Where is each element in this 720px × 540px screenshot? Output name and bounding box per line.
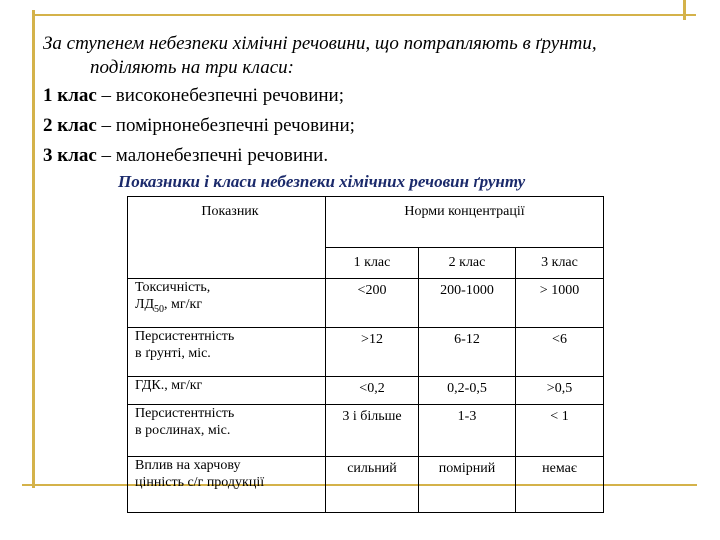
class-2-desc: – помірнонебезпечні речовини;: [96, 115, 355, 136]
row-name-line2-suffix: , мг/кг: [164, 297, 203, 312]
cell-value: <0,2: [326, 377, 419, 405]
row-name-line2: цінність с/г продукції: [135, 475, 265, 490]
cell-value: 200-1000: [419, 279, 516, 328]
table-row: [128, 405, 604, 457]
row-name-line1: Персистентність: [135, 329, 235, 344]
header-indicator: Показник: [128, 197, 326, 279]
cell-value: 6-12: [419, 328, 516, 377]
class-1-desc: – високонебезпечні речовини;: [96, 85, 344, 106]
class-2-line: [43, 115, 355, 137]
frame-vertical-line: [32, 10, 35, 488]
table-row: [128, 328, 604, 377]
intro-line-2: поділяють на три класи:: [90, 57, 294, 78]
cell-value: >0,5: [516, 377, 604, 405]
row-name-line2-prefix: ЛД: [135, 297, 155, 312]
row-name-line1: Персистентність: [135, 406, 235, 421]
cell-value: помірний: [419, 457, 516, 513]
cell-value: <200: [326, 279, 419, 328]
table-row: [128, 457, 604, 513]
cell-value: < 1: [516, 405, 604, 457]
class-2-label: 2 клас: [43, 115, 97, 136]
class-3-desc: – малонебезпечні речовини.: [96, 145, 329, 166]
row-name-line2: в рослинах, міс.: [135, 423, 231, 438]
row-name: [128, 457, 326, 513]
row-name: [128, 279, 326, 328]
frame-corner-line: [683, 0, 686, 20]
table-row: [128, 279, 604, 328]
class-1-label: 1 клас: [43, 85, 97, 106]
row-name-line2: в ґрунті, міс.: [135, 346, 211, 361]
cell-value: 0,2-0,5: [419, 377, 516, 405]
table-caption: Показники і класи небезпеки хімічних речовин ґрунту: [118, 172, 526, 191]
row-name-line1: Токсичність,: [135, 280, 211, 295]
row-name-line2-sub: 50: [154, 303, 165, 315]
cell-value: сильний: [326, 457, 419, 513]
intro-line-1: За ступенем небезпеки хімічні речовини, що потрапляють в ґрунти,: [43, 33, 597, 54]
row-name: [128, 328, 326, 377]
cell-value: 3 і більше: [326, 405, 419, 457]
table-row: [128, 377, 604, 405]
row-name-line1: Вплив на харчову: [135, 458, 241, 473]
class-3-label: 3 клас: [43, 145, 97, 166]
class-header-3: 3 клас: [516, 248, 604, 279]
cell-value: немає: [516, 457, 604, 513]
cell-value: > 1000: [516, 279, 604, 328]
cell-value: <6: [516, 328, 604, 377]
row-name: [128, 405, 326, 457]
cell-value: >12: [326, 328, 419, 377]
frame-top-line: [32, 14, 696, 16]
class-header-2: 2 клас: [419, 248, 516, 279]
table-header-row: [128, 197, 604, 248]
header-norms: Норми концентрації: [326, 197, 604, 248]
class-header-1: 1 клас: [326, 248, 419, 279]
cell-value: 1-3: [419, 405, 516, 457]
hazard-table: [127, 196, 604, 513]
class-1-line: [43, 85, 344, 107]
class-3-line: [43, 145, 328, 167]
row-name: ГДК., мг/кг: [128, 377, 326, 405]
